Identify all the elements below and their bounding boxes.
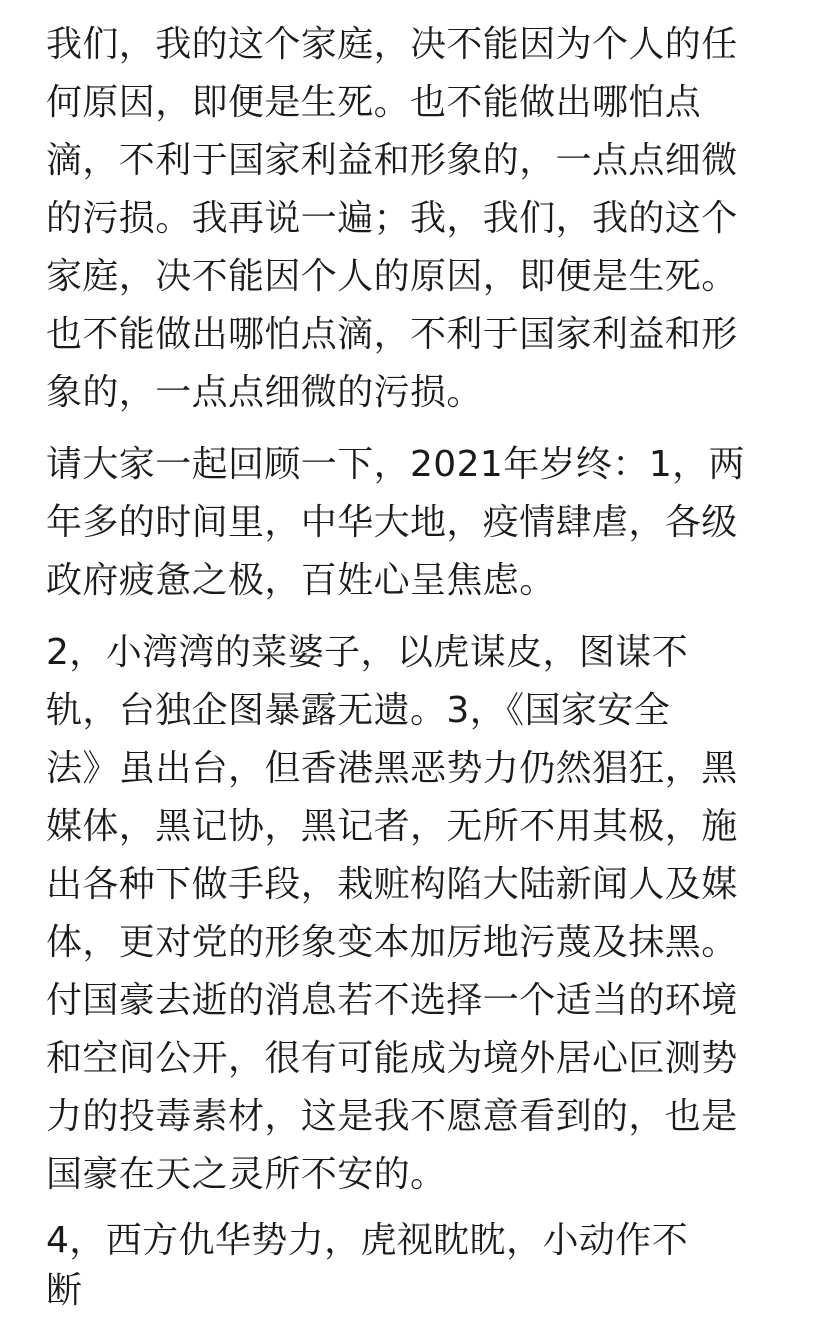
text-line: 力的投毒素材，这是我不愿意看到的，也是	[46, 1096, 738, 1137]
text-line: 轨，台独企图暴露无遗。3，《国家安全	[46, 690, 671, 731]
text-line: 政府疲惫之极，百姓心呈焦虑。	[46, 560, 556, 601]
text-line: 和空间公开，很有可能成为境外居心叵测势	[46, 1038, 738, 1079]
text-line: 滴，不利于国家利益和形象的，一点点细微	[46, 140, 738, 181]
text-line: 法》虽出台，但香港黑恶势力仍然猖狂，黑	[46, 748, 738, 789]
text-line: 家庭，决不能因个人的原因，即便是生死。	[46, 256, 738, 297]
text-line: 付国豪去逝的消息若不选择一个适当的环境	[46, 980, 738, 1021]
text-line: 4，西方仇华势力，虎视眈眈，小动作不	[46, 1220, 689, 1261]
text-line: 也不能做出哪怕点滴，不利于国家利益和形	[46, 314, 738, 355]
text-line: 何原因，即便是生死。也不能做出哪怕点	[46, 82, 702, 123]
text-line: 体，更对党的形象变本加厉地污蔑及抹黑。	[46, 922, 738, 963]
text-line: 的污损。我再说一遍；我，我们，我的这个	[46, 198, 738, 239]
text-line: 象的，一点点细微的污损。	[46, 372, 483, 413]
text-line: 国豪在天之灵所不安的。	[46, 1154, 447, 1195]
text-line: 断	[46, 1270, 83, 1311]
text-line: 2，小湾湾的菜婆子，以虎谋皮，图谋不	[46, 632, 689, 673]
text-line: 请大家一起回顾一下，2021年岁终：1，两	[46, 444, 745, 485]
text-line: 媒体，黑记协，黑记者，无所不用其极，施	[46, 806, 738, 847]
text-line: 我们，我的这个家庭，决不能因为个人的任	[46, 24, 738, 65]
text-line: 年多的时间里，中华大地，疫情肆虐，各级	[46, 502, 738, 543]
text-line: 出各种下做手段，栽赃构陷大陆新闻人及媒	[46, 864, 738, 905]
